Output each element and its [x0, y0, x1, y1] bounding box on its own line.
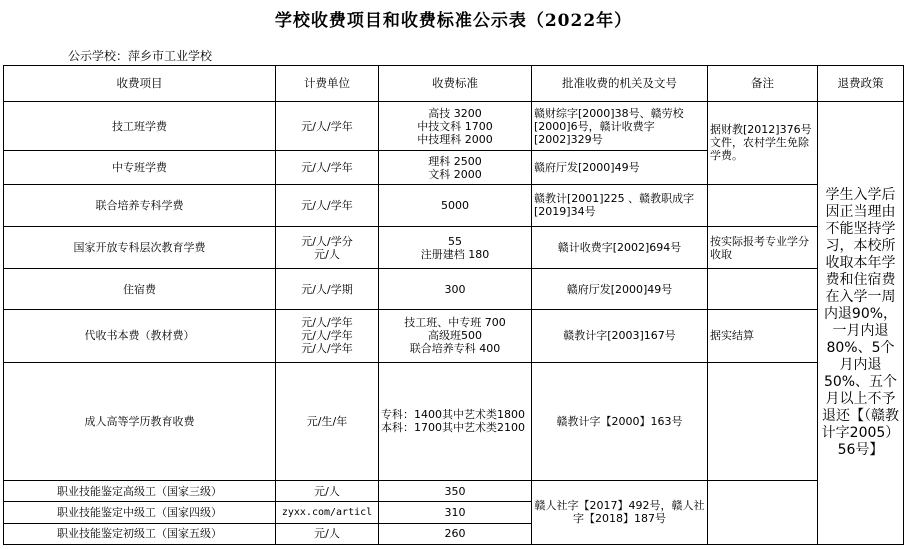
row-item: 职业技能鉴定高级工（国家三级） [4, 480, 276, 501]
row-unit: 元/人/学期 [276, 269, 379, 310]
header-row [4, 66, 904, 102]
header-remark: 备注 [708, 66, 818, 102]
row-item: 职业技能鉴定初级工（国家五级） [4, 523, 276, 544]
remark-tuition: 据财教[2012]376号文件，农村学生免除学费。 [708, 101, 818, 184]
row-standard: 300 [379, 269, 532, 310]
table-row [4, 362, 904, 480]
row-item: 成人高等学历教育收费 [4, 362, 276, 480]
header-standard: 收费标准 [379, 66, 532, 102]
row-doc: 赣府厅发[2000]49号 [532, 151, 708, 185]
page-title: 学校收费项目和收费标准公示表（2022年） [274, 11, 633, 31]
row-standard: 理科 2500 文科 2000 [379, 151, 532, 185]
header-refund: 退费政策 [818, 66, 904, 102]
row-item: 国家开放专科层次教育学费 [4, 226, 276, 269]
row-standard: 55 注册建档 180 [379, 226, 532, 269]
table-row [4, 101, 904, 151]
row-doc: 赣府厅发[2000]49号 [532, 269, 708, 310]
school-name: 公示学校：萍乡市工业学校 [68, 49, 213, 63]
row-item: 联合培养专科学费 [4, 184, 276, 226]
row-item: 代收书本费（教材费） [4, 310, 276, 363]
row-doc: 赣教计字【2000】163号 [532, 362, 708, 480]
header-item: 收费项目 [4, 66, 276, 102]
skill-doc: 赣人社字【2017】492号，赣人社字【2018】187号 [532, 480, 708, 544]
remark-open-edu: 按实际报考专业学分收取 [708, 226, 818, 269]
remark-books: 据实结算 [708, 310, 818, 363]
row-standard: 高技 3200 中技文科 1700 中技理科 2000 [379, 101, 532, 151]
row-doc: 赣教计字[2003]167号 [532, 310, 708, 363]
row-doc: 赣教计[2001]225 、赣教职成字[2019]34号 [532, 184, 708, 226]
row-unit: 元/人/学年 [276, 184, 379, 226]
row-doc: 赣计收费字[2002]694号 [532, 226, 708, 269]
row-item: 住宿费 [4, 269, 276, 310]
row-standard: 260 [379, 523, 532, 544]
row-unit: 元/人/学年 [276, 101, 379, 151]
row-item: 职业技能鉴定中级工（国家四级） [4, 502, 276, 523]
table-row [4, 480, 904, 501]
table-row [4, 226, 904, 269]
remark-empty [708, 184, 818, 226]
row-item: 技工班学费 [4, 101, 276, 151]
remark-empty [708, 269, 818, 310]
row-unit: 元/人 [276, 523, 379, 544]
remark-empty [708, 362, 818, 480]
row-standard: 350 [379, 480, 532, 501]
row-unit: 元/人/学分 元/人 [276, 226, 379, 269]
table-row [4, 310, 904, 363]
header-doc: 批准收费的机关及文号 [532, 66, 708, 102]
fee-table [3, 65, 904, 545]
row-unit: 元/人/学年 元/人/学年 元/人/学年 [276, 310, 379, 363]
remark-empty [708, 480, 818, 544]
table-row [4, 184, 904, 226]
row-item: 中专班学费 [4, 151, 276, 185]
row-unit-watermark: zyxx.com/articl [276, 502, 379, 523]
row-unit: 元/人 [276, 480, 379, 501]
refund-policy: 学生入学后因正当理由不能坚持学习，本校所收取本年学费和住宿费在入学一周内退90%，一月内退80%、5个月内退50%、五个月以上不予退还【（赣教计字2005）56号】 [818, 101, 904, 544]
row-standard: 技工班、中专班 700 高级班500 联合培养专科 400 [379, 310, 532, 363]
row-unit: 元/人/学年 [276, 151, 379, 185]
table-row [4, 269, 904, 310]
header-unit: 计费单位 [276, 66, 379, 102]
row-standard: 5000 [379, 184, 532, 226]
row-standard: 310 [379, 502, 532, 523]
row-doc: 赣财综字[2000]38号、赣劳校[2000]6号，赣计收费字[2002]329号 [532, 101, 708, 151]
row-standard: 专科：1400其中艺术类1800 本科：1700其中艺术类2100 [379, 362, 532, 480]
row-unit: 元/生/年 [276, 362, 379, 480]
